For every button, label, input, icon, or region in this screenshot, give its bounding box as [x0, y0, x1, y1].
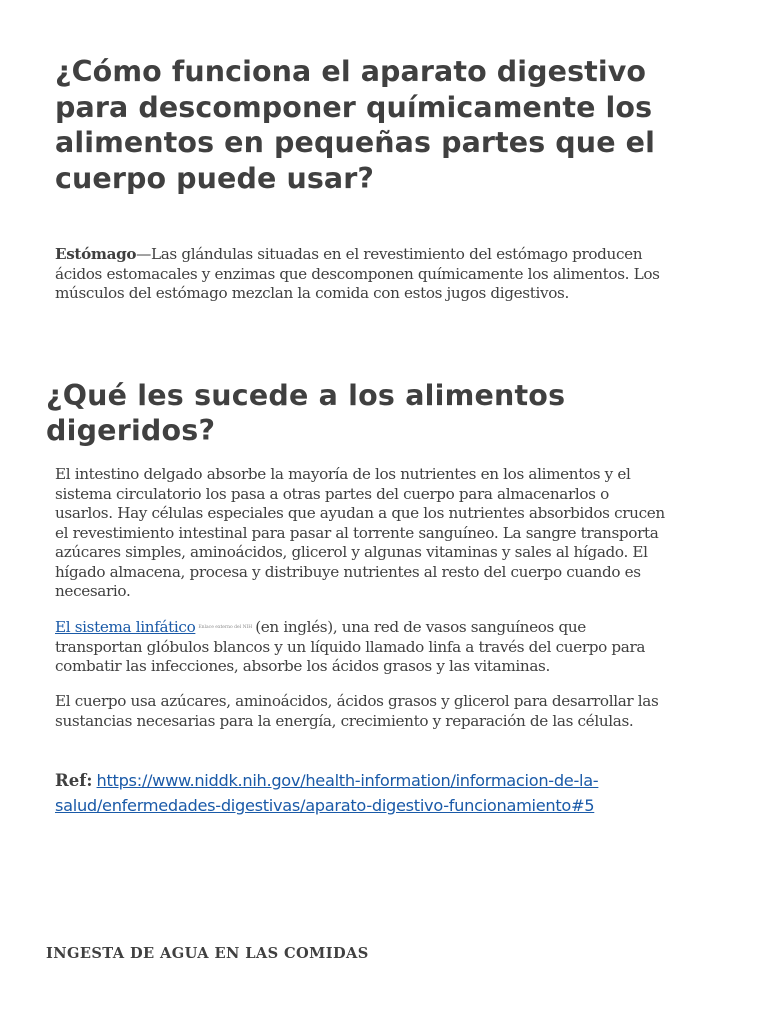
lymphatic-system-link[interactable]: El sistema linfático [55, 618, 196, 636]
external-link-note: Enlace externo del NIH [198, 625, 253, 631]
absorption-paragraph: El intestino delgado absorbe la mayoría de los nutrientes en los alimentos y el sistema circulatorio los pasa a otras partes del cuerpo para almacenarlos o usarlos. Hay células especiales que ayudan a que los nutrientes absorbidos crucen el revestimiento intestinal para pasar al torrente sanguíneo. La sangre transporta azúcares simples, aminoácidos, glicerol y algunas vitaminas y sales al hígado. El hígado almacena, procesa y distribuye nutrientes al resto del cuerpo cuando es necesario. [55, 465, 665, 600]
reference-line [55, 768, 695, 818]
section-heading-digestion: ¿Cómo funciona el aparato digestivo para descomponer químicamente los alimentos en pequeñas partes que el cuerpo puede usar? [55, 55, 655, 195]
lymphatic-paragraph [55, 618, 667, 677]
reference-colon: : [86, 771, 93, 790]
stomach-term: Estómago [55, 245, 137, 263]
body-uses-paragraph: El cuerpo usa azúcares, aminoácidos, ácidos grasos y glicerol para desarrollar las sustancias necesarias para la energía, crecimiento y reparación de las células. [55, 692, 659, 730]
section-heading-digested-food: ¿Qué les sucede a los alimentos digeridos? [46, 379, 566, 447]
lymphatic-text: (en inglés), una red de vasos sanguíneos que transportan glóbulos blancos y un líquido llamado linfa a través del cuerpo para combatir las infecciones, absorbe los ácidos grasos y las vitaminas. [55, 618, 646, 676]
stomach-text: —Las glándulas situadas en el revestimiento del estómago producen ácidos estomacales y enzimas que descomponen químicamente los alimentos. Los músculos del estómago mezclan la comida con estos jugos digestivos. [55, 245, 660, 302]
water-intake-heading: INGESTA DE AGUA EN LAS COMIDAS [46, 945, 369, 962]
stomach-paragraph [55, 245, 667, 304]
reference-label: Ref [55, 771, 87, 790]
reference-url-link[interactable]: https://www.niddk.nih.gov/health-information/informacion-de-la-salud/enfermedades-digestivas/aparato-digestivo-funcionamiento#5 [55, 771, 599, 815]
